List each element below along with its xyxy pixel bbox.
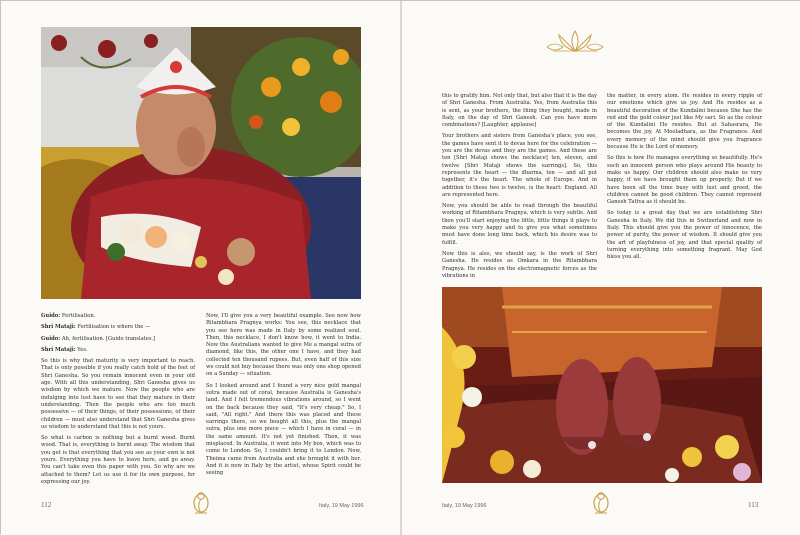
paragraph: Now, you should be able to read through the beautiful working of Ritambhara Pragnya, which is very subtle. And then you'll start enjoying the little, little things it plays to make you very happy and to give you what sometimes must have done long time back, which his desire was to fulfill. — [442, 203, 597, 246]
page-number-left: 112 — [41, 501, 52, 509]
ganesha-emblem-icon — [591, 489, 611, 515]
ganesha-emblem-icon — [191, 489, 211, 515]
left-column-1 — [41, 313, 195, 490]
feet-flowers-photo — [442, 287, 762, 483]
running-footer-left: Italy, 19 May 1996 — [319, 503, 364, 509]
paragraph: Shri Mataji: Yes. — [41, 346, 88, 353]
paragraph: So today is a great day that we are establishing Shri Ganesha in Italy. We did this in Switzerland and now in Italy. This should give you the power of innocence, the power of purity, the power of wisdom. It should give you the art of playfulness of joy, and that special quality of turning everything into something fragrant. May God bless you all. — [607, 210, 762, 261]
left-column-2 — [206, 313, 361, 482]
paragraph: So what is carbon is nothing but a burnt wood. Burnt wood. That is, everything is burnt away. The wisdom that you get is that everything that you see as your own is not yours. Everything you have to leave here, and go away. You can't take even this paper with you. So why are we attached to them? Let us use it for its own purpose, for expressing our joy. — [41, 435, 195, 485]
paragraph: So this is how He manages everything so beautifully. He's such an innocent person who plays around His beauty to make us happy. Our children should also make us very happy, if we have brought them up properly. But if we have been all the time busy with lust and greed, the children cannot be good children. They cannot represent Ganesh Tattva as it should be. — [607, 155, 762, 206]
paragraph: Guido: Ah, fertilisation. [Guido translates.] — [41, 335, 156, 342]
lotus-emblem-icon — [545, 27, 605, 55]
paragraph: Now, I'll give you a very beautiful example. See now how Ritambhara Pragnya works: You see, this necklace that you see here was made in Italy by some realized soul. Then, this necklace, I don't know how, it went to India. Now the Australians wanted to give Me a mangal sutra of diamond, like this, the other one I have, and they had collected ten thousand rupees. But, even half of this size we could not buy because there was only one shop opened on a Sunday — situation. — [206, 313, 361, 378]
paragraph: So I looked around and I found a very nice gold mangal sutra made out of coral, because Australia is Ganesha's land. And I felt tremendous vibrations around, so I went on the back because they said, "It's very cheap." So, I said, "All right." And there this was placed and these earrings there, so we bought all this, plus the mangal sutra, plus one more piece — which I have in coral — in the same amount. It's not yet finished. Then, it was misplaced. In Australia, it went into My box, which was to come to London. So, I couldn't bring it to London. Now, Theima came from Australia and she brought it with her. And it is now in Italy by the artist, whose Spirit could be seeing — [206, 382, 361, 477]
paragraph: Now this is also, we should say, is the work of Shri Ganesha. He resides as Omkara in the Ritambhara Pragnya. He resides on the electromagnetic forces as the vibrations in — [442, 250, 597, 279]
running-footer-right: Italy, 19 May 1996 — [442, 503, 487, 509]
paragraph: Your brothers and sisters from Ganesha's place, you see, the games have sent it to devas here for the celebration — you are the devas and they are the games. And these are ten [Shri Mataji shows the necklace] ten, eleven, and twelve [Shri Mataji shows the earrings]. So, this represents the heart — the dharma, ten — and all put together, it's the heart. The whole of Europe. And in addition to these two is twelve, is the heart: England. All are represented here. — [442, 133, 597, 198]
paragraph: this to gratify him. Not only that, but also that it is the day of Shri Ganesha. From Australia. Yes, from Australia this is sent, as your brothers, the thing they bought, made in Italy, on the day of Shri Ganesh. Can you have more combinations? [Laughter, applause] — [442, 93, 597, 129]
page-number-right: 113 — [748, 501, 759, 509]
paragraph: the matter, in every atom. He resides in every ripple of our emotions which give us joy. And He resides as a beautiful decoration of the Kundalini because She has the red and the gold colour just like My sari. So as the colour of the Kundalini He resides. But at Sahasrara, He becomes the joy. At Mooladhara, as the Fragrance. And every memory of the mind should give you fragrance because He is the Lord of memory. — [607, 93, 762, 151]
paragraph: So this is why that maturity is very important to reach. That is only possible if you really catch hold of the feet of Shri Ganesha. So you remain innocent even in your old age. With all this understanding, Shri Ganesha gives us wisdom by which we mature. Now the people who are indulging into lust have to see that they mature in their understanding. Then the people who are too much possessive — of their things, of their possessions, of their children — must also understand that Shri Ganesha gives us wisdom to understand that this is not yours. — [41, 358, 195, 430]
paragraph: Shri Mataji: Fertilisation is where the — — [41, 324, 151, 331]
paragraph: Guido: Fertilisation. — [41, 313, 96, 319]
right-column-2 — [607, 93, 762, 266]
right-column-1 — [442, 93, 597, 284]
right-page — [402, 1, 800, 535]
left-page — [1, 1, 400, 535]
portrait-photo — [41, 27, 361, 299]
